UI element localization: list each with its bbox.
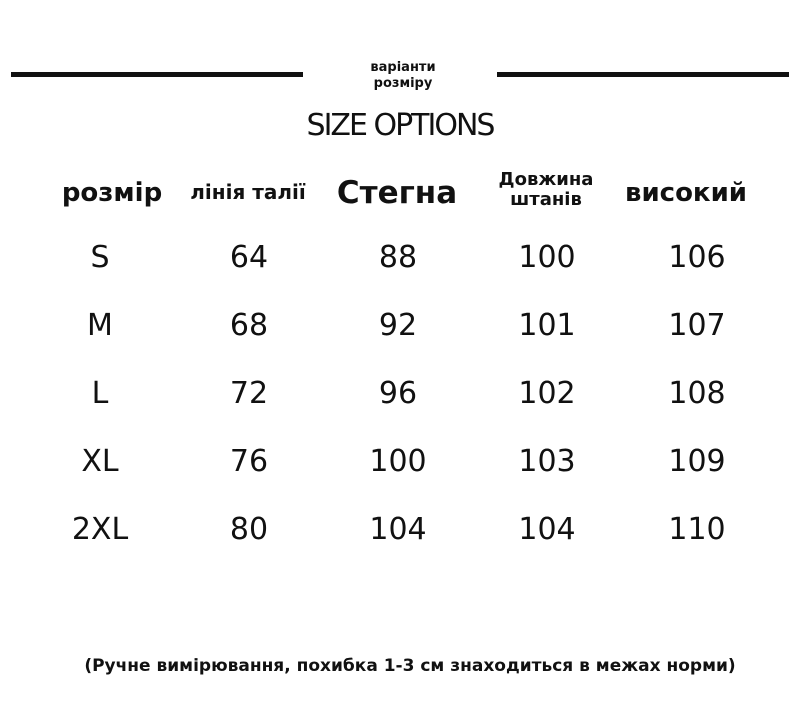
table-cell: 107 [668, 308, 726, 343]
table-cell: 76 [229, 444, 269, 479]
measurement-note: (Ручне вимірювання, похибка 1-3 см знаходиться в межах норми) [84, 656, 736, 676]
table-cell: 102 [518, 376, 576, 411]
table-cell: 80 [229, 512, 269, 547]
table-cell: 92 [378, 308, 418, 343]
header-hips: Стегна [336, 175, 458, 211]
decorative-rule-left [11, 72, 303, 77]
table-cell: L [91, 376, 109, 411]
header-size: розмір [61, 178, 163, 208]
table-cell: 104 [518, 512, 576, 547]
table-cell: 108 [668, 376, 726, 411]
header-height: високий [624, 178, 748, 208]
decorative-rule-right [497, 72, 789, 77]
table-cell: 2XL [71, 512, 129, 547]
table-cell: S [90, 240, 110, 275]
table-cell: 96 [378, 376, 418, 411]
table-cell: 110 [668, 512, 726, 547]
table-cell: 68 [229, 308, 269, 343]
table-cell: XL [81, 444, 119, 479]
page-title: SIZE OPTIONS [306, 108, 494, 143]
table-cell: 106 [668, 240, 726, 275]
subtitle-line-2: розміру [373, 76, 433, 91]
header-pants-length-line-1: Довжина [498, 169, 594, 190]
table-cell: 109 [668, 444, 726, 479]
table-cell: 100 [518, 240, 576, 275]
header-pants-length-line-2: штанів [510, 189, 582, 210]
table-cell: M [87, 308, 113, 343]
table-cell: 104 [369, 512, 427, 547]
table-cell: 64 [229, 240, 269, 275]
table-cell: 88 [378, 240, 418, 275]
subtitle [320, 60, 486, 92]
table-cell: 100 [369, 444, 427, 479]
subtitle-line-1: варіанти [370, 60, 436, 75]
table-cell: 101 [518, 308, 576, 343]
header-waist: лінія талії [190, 180, 306, 204]
table-cell: 72 [229, 376, 269, 411]
table-cell: 103 [518, 444, 576, 479]
header-pants-length [499, 170, 594, 210]
